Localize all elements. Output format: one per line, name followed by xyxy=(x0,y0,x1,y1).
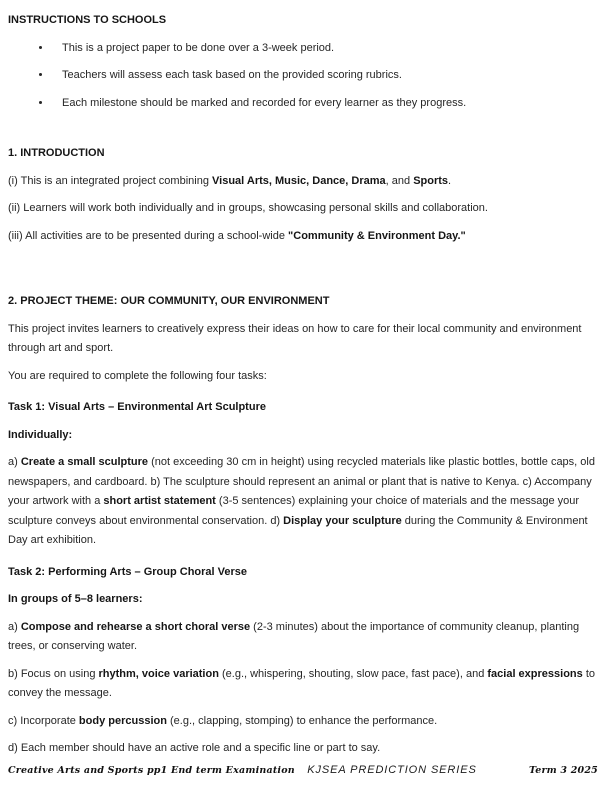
instructions-list xyxy=(8,39,596,114)
text-run: (e.g., whispering, shouting, slow pace, fast pace), and xyxy=(218,667,488,680)
footer-series-label: KJSEA PREDICTION SERIES xyxy=(307,764,477,776)
theme-paragraph: This project invites learners to creatively express their ideas on how to care for their local community and environment through art and sport. xyxy=(8,322,582,354)
task2-item-d: d) Each member should have an active role and a specific line or part to say. xyxy=(8,742,381,754)
text-run: b) Focus on using xyxy=(8,667,99,680)
text-run: (3-5 sentences) explaining your choice of materials and the message your sculpture conveys about environmental conservation. d) xyxy=(8,495,580,527)
text-run: to convey the message. xyxy=(8,667,595,699)
instructions-heading: INSTRUCTIONS TO SCHOOLS xyxy=(8,14,167,26)
text-run-bold: Sports xyxy=(413,174,449,187)
text-run: (i) This is an integrated project combining xyxy=(8,174,213,187)
text-run-bold: body percussion xyxy=(78,714,167,727)
text-run: c) Incorporate xyxy=(8,714,79,727)
text-run-bold: Create a small sculpture xyxy=(20,456,149,468)
project-theme-heading: 2. PROJECT THEME: OUR COMMUNITY, OUR ENVIRONMENT xyxy=(8,295,330,307)
text-run: (e.g., clapping, stomping) to enhance the performance. xyxy=(166,714,438,727)
task2-item-a xyxy=(8,618,596,657)
page-footer xyxy=(8,761,598,781)
intro-item-iii xyxy=(8,227,596,247)
text-run: (not exceeding 30 cm in height) using recycled materials like plastic bottles, bottle caps, old newspapers, and cardboard. b) The sculpture should represent an animal or plant that is native to Kenya. c) Accompany your artwork with a xyxy=(8,456,595,507)
task2-mode-label: In groups of 5–8 learners: xyxy=(8,593,143,605)
task1-mode-label: Individually: xyxy=(8,428,73,441)
introduction-heading: 1. INTRODUCTION xyxy=(8,147,105,159)
footer-term-label: Term 3 2025 xyxy=(529,765,598,776)
text-run-bold: short artist statement xyxy=(103,495,216,507)
text-run-bold: rhythm, voice variation xyxy=(98,667,219,680)
tasks-intro-paragraph: You are required to complete the following four tasks: xyxy=(8,369,267,382)
text-run-bold: Compose and rehearse a short choral verse xyxy=(20,620,251,633)
text-run: . xyxy=(448,174,452,187)
task2-heading: Task 2: Performing Arts – Group Choral Verse xyxy=(8,565,248,578)
task1-heading: Task 1: Visual Arts – Environmental Art Sculpture xyxy=(8,401,266,413)
list-item: • This is a project paper to be done over a 3-week period. xyxy=(52,39,596,59)
text-run-bold: "Community & Environment Day." xyxy=(288,229,466,242)
text-run: a) xyxy=(8,620,21,633)
task2-item-b xyxy=(8,665,596,704)
task1-body xyxy=(8,453,596,551)
text-run-bold: Visual Arts, Music, Dance, Drama xyxy=(212,174,386,187)
text-run: , and xyxy=(385,174,414,187)
intro-item-i xyxy=(8,172,596,192)
list-item: • Teachers will assess each task based on the provided scoring rubrics. xyxy=(52,66,596,86)
task2-item-c xyxy=(8,712,596,732)
text-run-bold: Display your sculpture xyxy=(283,514,402,527)
text-run: (2-3 minutes) about the importance of community cleanup, planting trees, or conserving water. xyxy=(8,620,580,652)
list-item: • Each milestone should be marked and recorded for every learner as they progress. xyxy=(52,94,596,114)
text-run: (iii) All activities are to be presented during a school-wide xyxy=(8,229,289,242)
intro-item-ii: (ii) Learners will work both individually and in groups, showcasing personal skills and collaboration. xyxy=(8,202,488,214)
text-run-bold: facial expressions xyxy=(487,667,583,680)
footer-exam-title: Creative Arts and Sports pp1 End term Examination xyxy=(8,765,295,776)
text-run: a) xyxy=(8,456,21,468)
text-run: during the Community & Environment Day art exhibition. xyxy=(8,514,588,546)
